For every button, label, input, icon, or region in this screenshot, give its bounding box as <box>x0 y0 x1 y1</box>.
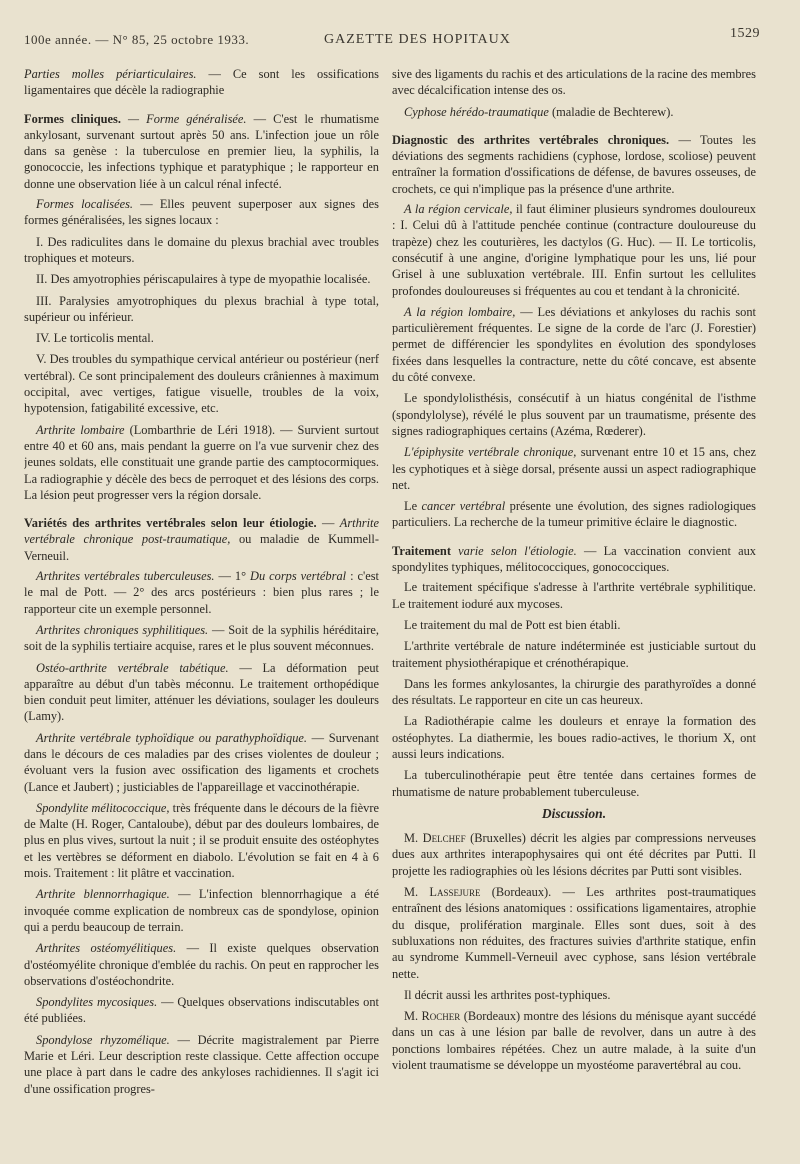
issue-line: 100e année. — N° 85, 25 octobre 1933. <box>24 32 250 47</box>
paragraph: Ostéo-arthrite vertébrale tabétique. — La déformation peut apparaître au début d'un tabès méconnu. Le traitement orthopédique bien conduit peut limiter, atténuer les déviations, soulager les douleurs (Lamy). <box>24 660 379 724</box>
paragraph: Le spondylolisthésis, consécutif à un hiatus congénital de l'isthme (spondylolyse), révélé le plus souvent par un traumatisme, présente des signes radiographiques certains (Azéma, Rœderer). <box>392 391 756 438</box>
page-number: 1529 <box>730 26 760 41</box>
paragraph: M. Delchef (Bruxelles) décrit les algies par compressions nerveuses dues aux arthrites interapophysaires qui ont été décrites par Putti. Il projette les radiographies où les lésions décrites par Putti sont visibles. <box>392 831 756 878</box>
paragraph: Arthrite vertébrale typhoïdique ou parathyphoïdique. — Survenant dans le décours de ces maladies par des crises violentes de douleur ; évoluant vers la fusion avec ossification des ligaments et crochets (Lance et Jaubert) ; justiciables de l'appareillage et vaccinothérapie. <box>24 730 379 794</box>
paragraph: M. Lassejure (Bordeaux). — Les arthrites post-traumatiques entraînent des lésions anatomiques : ossifications ligamentaires, atrophie du disque, prolifération marginale. Elles sont dues, soit à des subluxations non réduites, des fractures suivies d'arthrite statique, enfin au syndrome Kummell-Verneuil avec cyphose, sans lésion vertébrale nette. <box>392 885 756 981</box>
paragraph: M. Rocher (Bordeaux) montre des lésions du ménisque ayant succédé dans un cas à une lésion par balle de revolver, dans un autre à des ponctions lombaires répétées. Chez un autre malade, à la suite d'un violent traumatisme se développe un myostéome paravertébral au cou. <box>392 1009 756 1073</box>
section-diagnostic: Diagnostic des arthrites vertébrales chroniques. — Toutes les déviations des segments rachidiens (cyphose, lordose, scoliose) peuvent entraîner la formation d'ossifications de défense, de bavures osseuses, de crochets, ce qui n'implique pas la présence d'une arthrite. <box>392 132 756 196</box>
right-column <box>392 66 756 1156</box>
paragraph: Parties molles périarticulaires. — Ce sont les ossifications ligamentaires que décèle la radiographie <box>24 67 379 98</box>
paragraph: Arthrites vertébrales tuberculeuses. — 1° Du corps vertébral : c'est le mal de Pott. — 2° des arcs postérieurs : bien plus rares ; le rapporteur cite un exemple personnel. <box>24 569 379 616</box>
section-varietes: Variétés des arthrites vertébrales selon leur étiologie. — Arthrite vertébrale chronique post-traumatique, ou maladie de Kummell-Verneuil. <box>24 516 379 563</box>
paragraph: Cyphose hérédo-traumatique (maladie de Bechterew). <box>404 104 674 119</box>
paragraph: Formes localisées. — Elles peuvent superposer aux signes des formes généralisées, les signes locaux : <box>24 197 379 228</box>
paragraph: La Radiothérapie calme les douleurs et enraye la formation des ostéophytes. La diathermie, les boues radio-actives, le thorium X, ont aussi leurs indications. <box>392 714 756 761</box>
speaker-name: Lassejure <box>429 885 481 900</box>
paragraph: Arthrites chroniques syphilitiques. — Soit de la syphilis héréditaire, soit de la syphilis tertiaire acquise, rares et le plus souvent méconnues. <box>24 622 379 654</box>
paragraph: La tuberculinothérapie peut être tentée dans certaines formes de rhumatisme de nature probablement tuberculeuse. <box>392 768 756 799</box>
list-item: I. Des radiculites dans le domaine du plexus brachial avec troubles trophiques et moteurs. <box>24 234 379 265</box>
left-column <box>24 66 379 1156</box>
section-formes-cliniques: Formes cliniques. — Forme généralisée. — C'est le rhumatisme ankylosant, survenant surtout après 50 ans. L'infection joue un rôle dans sa genèse : la tuberculose en premier lieu, la syphilis, la gonococcie, les infections typhique et paratyphique ; le rapporteur en donne une observation liée à un calcul rénal infecté. <box>24 111 379 191</box>
list-item: II. Des amyotrophies périscapulaires à type de myopathie localisée. <box>36 272 371 287</box>
paragraph: Arthrites ostéomyélitiques. — Il existe quelques observation d'ostéomyélite chronique d'emblée du rachis. On peut en rapprocher les observations d'ostéochondrite. <box>24 941 379 988</box>
list-item: IV. Le torticolis mental. <box>36 331 154 346</box>
paragraph: Le traitement du mal de Pott est bien établi. <box>404 617 621 632</box>
paragraph: L'arthrite vertébrale de nature indéterminée est justiciable surtout du traitement physiothérapique et crénothérapique. <box>392 639 756 670</box>
paragraph: sive des ligaments du rachis et des articulations de la racine des membres avec décalcification intense des os. <box>392 67 756 98</box>
speaker-name: Delchef <box>422 831 466 846</box>
paragraph: Spondylose rhyzomélique. — Décrite magistralement par Pierre Marie et Léri. Leur description reste classique. Cette affection occupe une place à part dans le cadre des ankyloses rachidiennes. Il s'agit ici d'une ossification progres- <box>24 1032 379 1096</box>
discussion-heading: Discussion. <box>541 805 607 821</box>
paragraph: L'épiphysite vertébrale chronique, survenant entre 10 et 15 ans, chez les cyphotiques et à siège dorsal, présente aussi un aspect radiographique net. <box>392 445 756 492</box>
section-traitement: Traitement varie selon l'étiologie. — La vaccination convient aux spondylites typhiques, mélitococciques, gonococciques. <box>392 543 756 575</box>
paragraph: Spondylite mélitococcique, très fréquente dans le décours de la fièvre de Malte (H. Roger, Cantaloube), début par des douleurs lombaires, de plus en plus vives, surtout la nuit ; il se produit ensuite des ostéophytes et les vertèbres se déforment en diabolo. L'évolution se fait en 4 à 6 mois. Traitement : lit plâtre et vaccination. <box>24 800 379 881</box>
paragraph: A la région lombaire, — Les déviations et ankyloses du rachis sont particulièrement fréquentes. Le signe de la corde de l'arc (J. Forestier) permet de différencier les spondylites en évolution des spondyloses fixées dans lesquelles la contracture, nette du côté concave, est absente du côté convexe. <box>392 304 756 385</box>
list-item: III. Paralysies amyotrophiques du plexus brachial à type total, supérieur ou inférieur. <box>24 293 379 324</box>
paragraph: Dans les formes ankylosantes, la chirurgie des parathyroïdes a donné des résultats. Le rapporteur en cite un cas heureux. <box>392 676 756 708</box>
paragraph: Il décrit aussi les arthrites post-typhiques. <box>404 987 611 1002</box>
paragraph: Le cancer vertébral présente une évolution, des signes radiologiques particuliers. La recherche de la tumeur primitive éclaire le diagnostic. <box>392 499 756 530</box>
paragraph: Arthrite blennorrhagique. — L'infection blennorrhagique a été invoquée comme explication de nombreux cas de spondylose, opinion qui a perdu beaucoup de terrain. <box>24 887 379 934</box>
page-header <box>24 26 760 52</box>
paragraph: Le traitement spécifique s'adresse à l'arthrite vertébrale syphilitique. Le traitement ioduré aux mycoses. <box>392 580 756 611</box>
speaker-name: Rocher <box>421 1009 461 1024</box>
paragraph: Spondylites mycosiques. — Quelques observations indiscutables ont été publiées. <box>24 995 379 1026</box>
list-item: V. Des troubles du sympathique cervical antérieur ou postérieur (nerf vertébral). Ce sont principalement des douleurs crâniennes à maximum occipital, avec vertiges, fatigue visuelle, troubles de la voix, hypotension, fatigabilité excessive, etc. <box>24 352 379 416</box>
paragraph: Arthrite lombaire (Lombarthrie de Léri 1918). — Survient surtout entre 40 et 60 ans, mais pendant la guerre on l'a vue survenir chez des jeunes soldats, elle constituait une grande partie des camptocormiques. La radiographie y décèle des becs de perroquet et des lésions des corps. La lésion peut progresser vers la région dorsale. <box>24 422 379 502</box>
journal-title: GAZETTE DES HOPITAUX <box>324 32 511 47</box>
paragraph: A la région cervicale, il faut éliminer plusieurs syndromes douloureux : I. Celui dû à l'attitude penchée continue (contracture douloureuse du trapèze) chez les couturières, les dactylos (G. Huc). — II. Le torticolis, consécutif à une angine, d'origine lymphatique pour les uns, lié pour Grisel à une subluxation vertébrale. III. Enfin surtout les cellulites profondes douloureuses si fréquentes au cou et tendant à la chronicité. <box>392 202 756 298</box>
